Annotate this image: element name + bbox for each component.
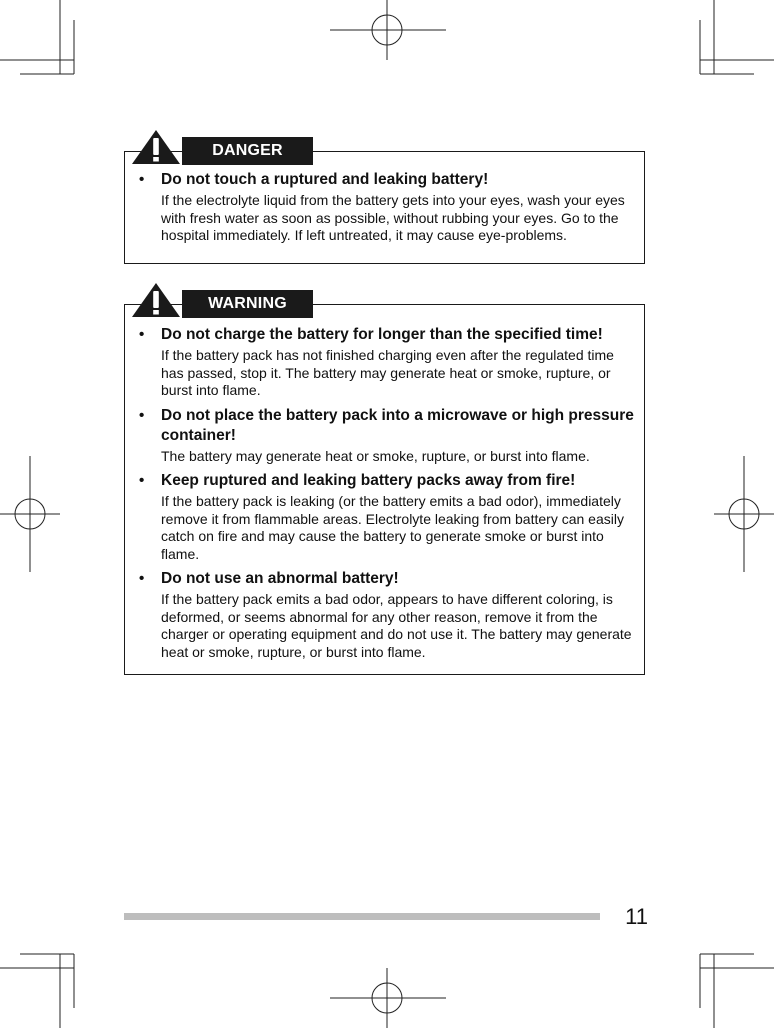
crop-mark-icon: [0, 954, 74, 1028]
danger-box: [124, 151, 645, 264]
bullet: •: [139, 171, 145, 188]
crop-mark-icon: [700, 0, 774, 74]
footer-rule: [124, 913, 600, 920]
danger-item-title: Do not touch a ruptured and leaking battery!: [161, 171, 489, 188]
bullet: •: [139, 570, 145, 587]
warning-item-body: If the battery pack is leaking (or the battery emits a bad odor), immediately remove it from flammable areas. Electrolyte leaking from battery can easily catch on fire and may cause the battery to generate smoke or burst into flame.: [161, 493, 624, 562]
danger-label: DANGER: [182, 137, 313, 165]
bullet: •: [139, 406, 145, 424]
warning-items: [137, 325, 636, 667]
bullet: •: [139, 472, 145, 489]
registration-target-icon: [0, 456, 60, 572]
warning-label: WARNING: [182, 290, 313, 318]
registration-target-icon: [330, 0, 446, 60]
registration-target-icon: [330, 968, 446, 1028]
danger-item-body: If the electrolyte liquid from the battery gets into your eyes, wash your eyes with fresh water as soon as possible, without rubbing your eyes. Go to the hospital immediately. If left untreated, it may cause eye-problems.: [161, 192, 625, 243]
warning-item-body: The battery may generate heat or smoke, rupture, or burst into flame.: [161, 447, 590, 464]
warning-item-title: Keep ruptured and leaking battery packs away from fire!: [161, 472, 576, 489]
warning-item: [137, 569, 636, 661]
warning-item-title: Do not use an abnormal battery!: [161, 570, 399, 587]
bullet: •: [139, 326, 145, 343]
exclamation-triangle-icon: [130, 282, 182, 318]
page-number: 11: [625, 904, 648, 929]
warning-box: [124, 304, 645, 675]
exclamation-triangle-icon: [130, 129, 182, 165]
warning-item: [137, 325, 636, 400]
warning-item-title: Do not place the battery pack into a microwave or high pressure container!: [161, 406, 634, 444]
warning-item: [137, 471, 636, 563]
crop-mark-icon: [700, 954, 774, 1028]
crop-mark-icon: [0, 0, 74, 74]
registration-target-icon: [714, 456, 774, 572]
warning-item: [137, 406, 636, 466]
warning-item-title: Do not charge the battery for longer than the specified time!: [161, 326, 603, 343]
danger-items: [137, 170, 636, 251]
warning-item-body: If the battery pack has not finished charging even after the regulated time has passed, stop it. The battery may generate heat or smoke, rupture, or burst into flame.: [161, 347, 614, 398]
warning-item-body: If the battery pack emits a bad odor, appears to have different coloring, is deformed, or seems abnormal for any other reason, remove it from the charger or operating equipment and do not use it. The battery may generate heat or smoke, rupture, or burst into flame.: [161, 591, 632, 660]
danger-item: [137, 170, 636, 245]
